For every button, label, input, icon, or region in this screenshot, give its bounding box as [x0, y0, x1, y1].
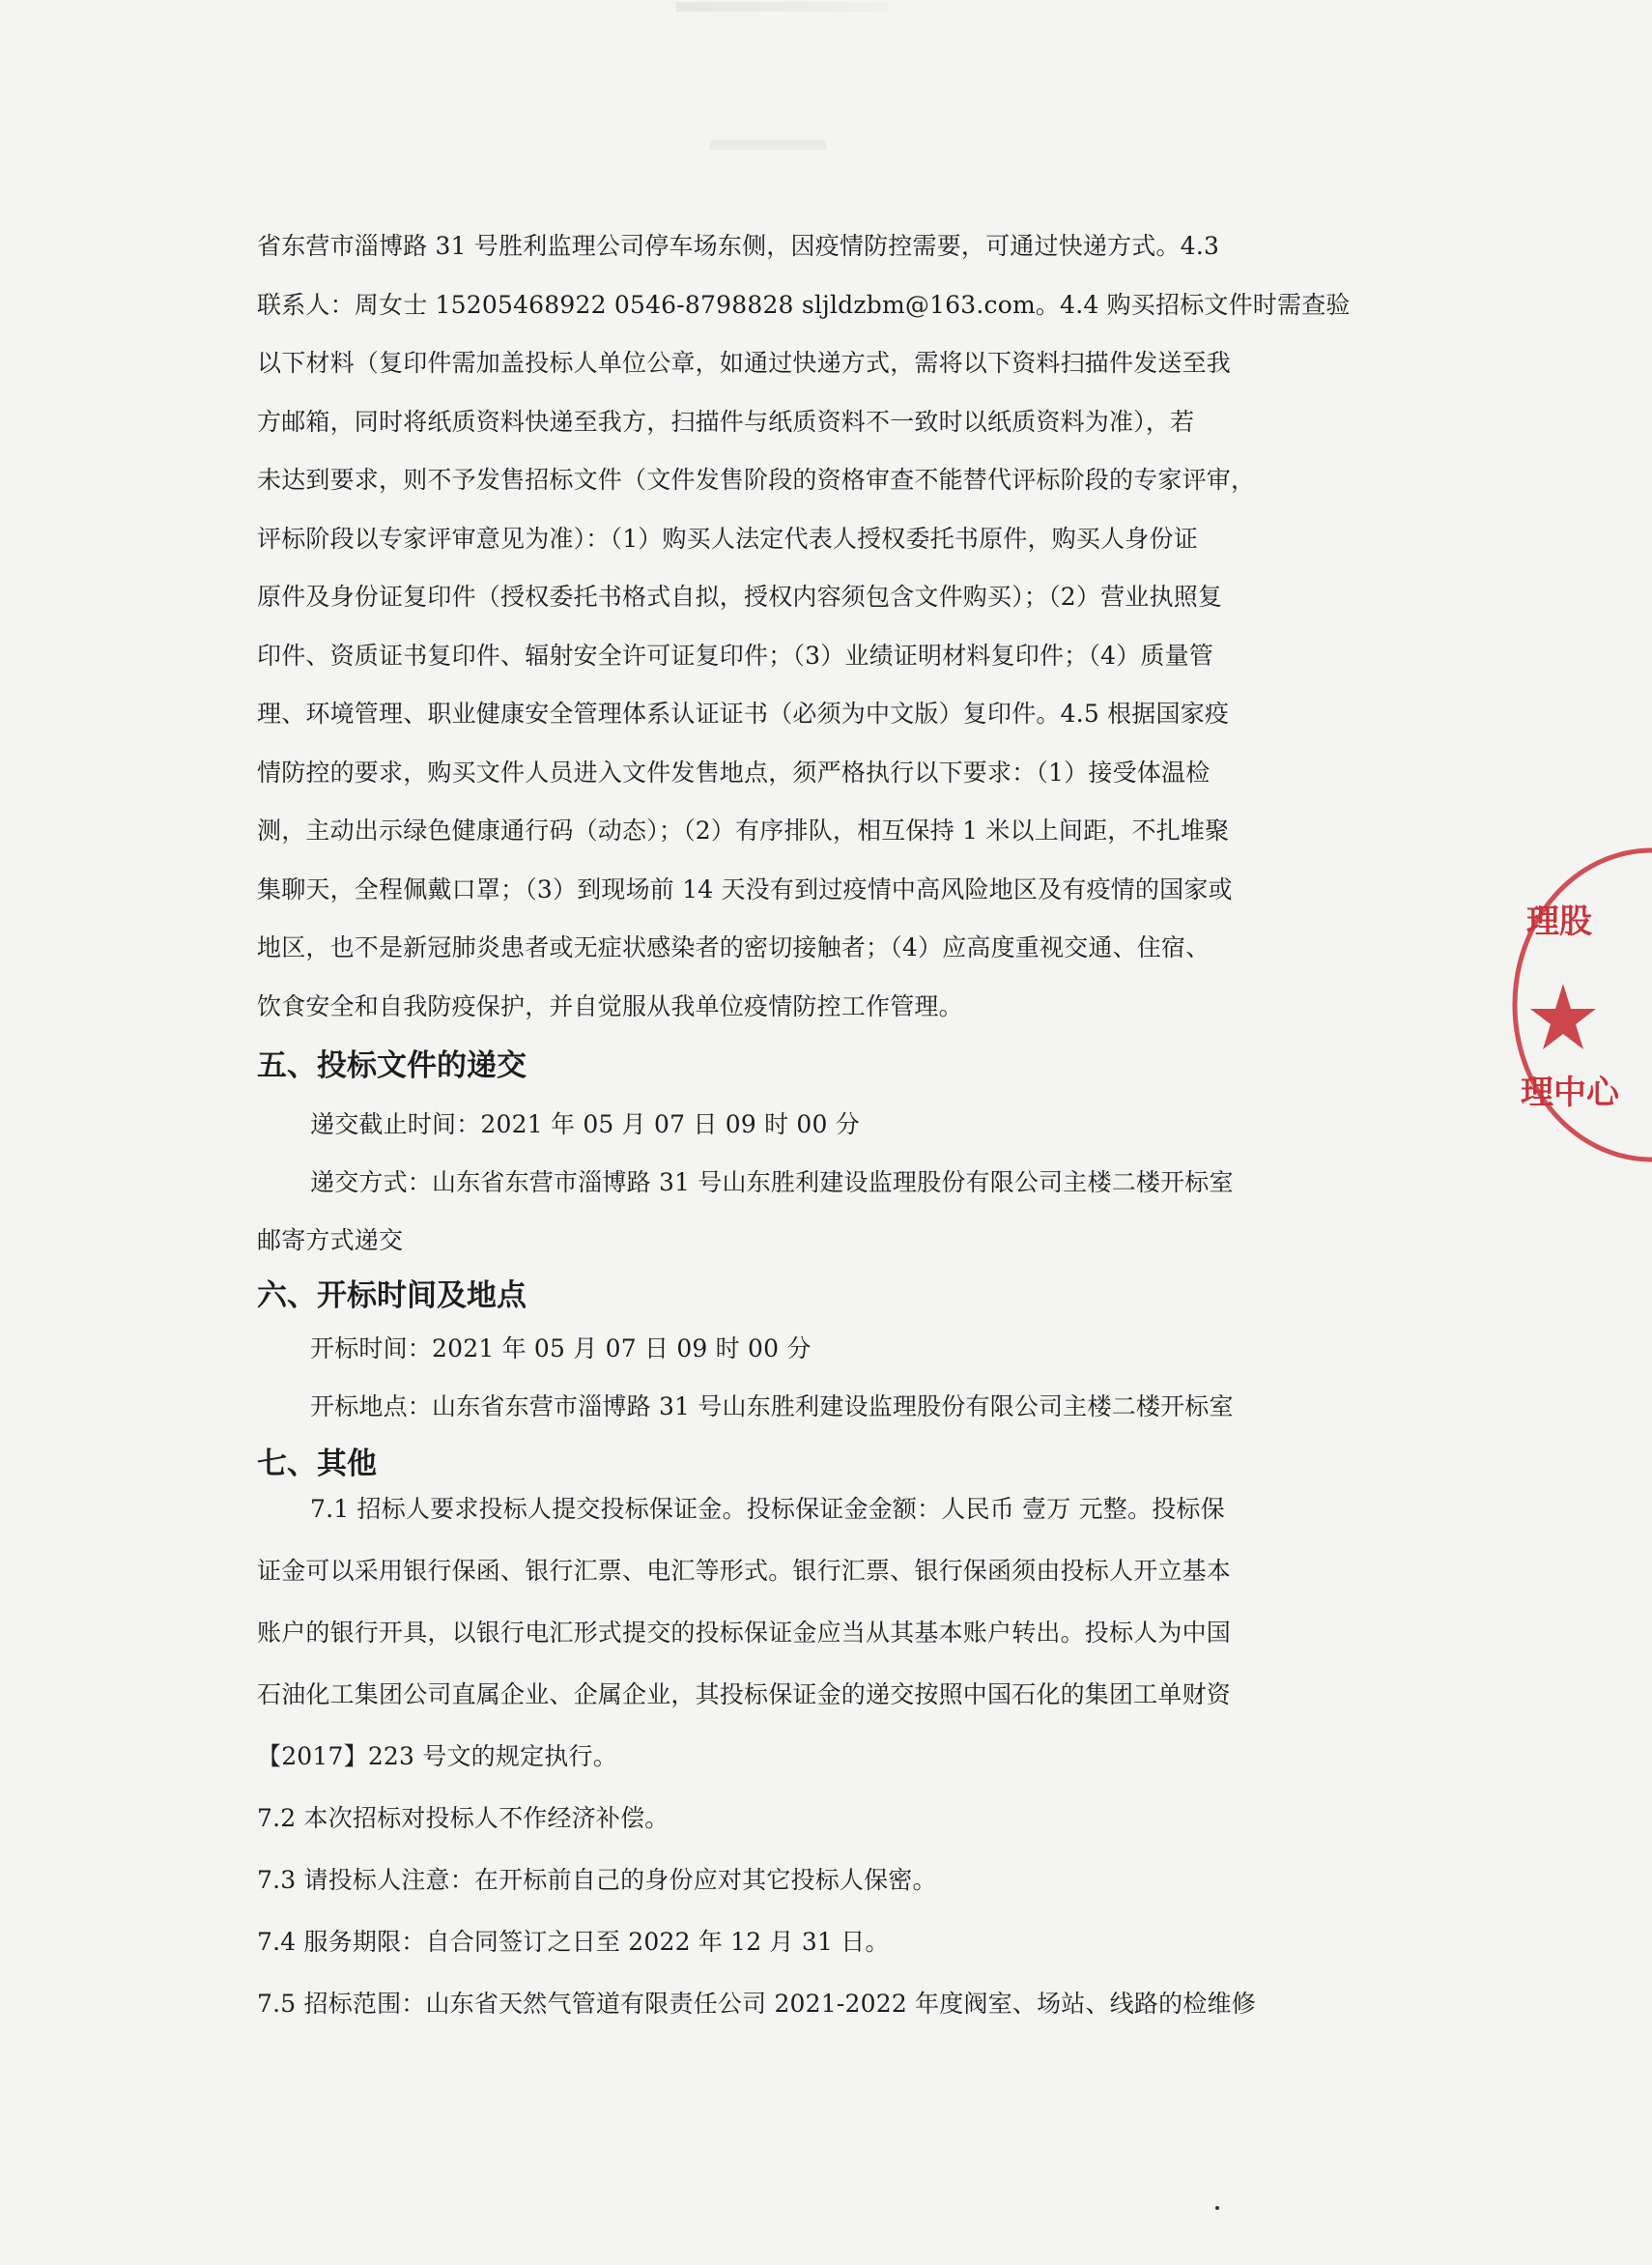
intro-paragraph [257, 232, 1351, 1050]
seal-text-top: 理股 [1526, 903, 1592, 941]
submission-method-cont: 邮寄方式递交 [257, 1226, 404, 1254]
section-5 [257, 1048, 1331, 1284]
scan-artifact-top [676, 2, 889, 12]
scan-dot [1215, 2206, 1219, 2210]
intro-line: 饮食安全和自我防疫保护，并自觉服从我单位疫情防控工作管理。 [257, 991, 963, 1020]
p71-line: 【2017】223 号文的规定执行。 [257, 1742, 617, 1770]
scan-artifact-header [710, 140, 826, 150]
seal-star-icon [1530, 984, 1596, 1049]
intro-line: 测，主动出示绿色健康通行码（动态）；（2）有序排队，相互保持 1 米以上间距，不扎堆聚 [257, 817, 1230, 845]
intro-line: 地区，也不是新冠肺炎患者或无症状感染者的密切接触者；（4）应高度重视交通、住宿、 [257, 933, 1211, 961]
intro-line: 未达到要求，则不予发售招标文件（文件发售阶段的资格审查不能替代评标阶段的专家评审， [257, 466, 1256, 494]
p71-line: 7.1 招标人要求投标人提交投标保证金。投标保证金金额：人民币 壹万 元整。投标保 [310, 1495, 1225, 1523]
section-7 [257, 1447, 1331, 2051]
opening-time: 开标时间：2021 年 05 月 07 日 09 时 00 分 [310, 1334, 812, 1362]
paragraph-7-3: 7.3 请投标人注意：在开标前自己的身份应对其它投标人保密。 [257, 1866, 937, 1894]
intro-line: 理、环境管理、职业健康安全管理体系认证证书（必须为中文版）复印件。4.5 根据国家疫 [257, 700, 1230, 728]
section-5-heading: 五、投标文件的递交 [257, 1048, 527, 1083]
intro-line: 省东营市淄博路 31 号胜利监理公司停车场东侧，因疫情防控需要，可通过快递方式。4.3 [257, 232, 1220, 260]
section-7-heading: 七、其他 [257, 1447, 377, 1481]
paragraph-7-5: 7.5 招标范围：山东省天然气管道有限责任公司 2021-2022 年度阀室、场站、线路的检维修 [257, 1990, 1256, 2018]
section-6 [257, 1278, 1331, 1450]
paragraph-7-4: 7.4 服务期限：自合同签订之日至 2022 年 12 月 31 日。 [257, 1928, 890, 1956]
intro-line: 原件及身份证复印件（授权委托书格式自拟，授权内容须包含文件购买）；（2）营业执照复 [257, 583, 1223, 611]
paragraph-7-2: 7.2 本次招标对投标人不作经济补偿。 [257, 1804, 669, 1832]
document-body [257, 232, 1351, 2051]
company-seal [1507, 841, 1652, 1169]
paragraph-7-1 [257, 1495, 1331, 1804]
p71-line: 证金可以采用银行保函、银行汇票、电汇等形式。银行汇票、银行保函须由投标人开立基本 [257, 1557, 1232, 1585]
intro-line: 印件、资质证书复印件、辐射安全许可证复印件；（3）业绩证明材料复印件；（4）质量管 [257, 641, 1214, 670]
opening-place: 开标地点：山东省东营市淄博路 31 号山东胜利建设监理股份有限公司主楼二楼开标室 [310, 1392, 1234, 1420]
intro-line: 情防控的要求，购买文件人员进入文件发售地点，须严格执行以下要求：（1）接受体温检 [257, 758, 1211, 787]
intro-line: 联系人：周女士 15205468922 0546-8798828 sljldzbm@163.com。4.4 购买招标文件时需查验 [257, 290, 1351, 319]
p71-line: 石油化工集团公司直属企业、企属企业，其投标保证金的递交按照中国石化的集团工单财资 [257, 1680, 1232, 1708]
intro-line: 以下材料（复印件需加盖投标人单位公章，如通过快递方式，需将以下资料扫描件发送至我 [257, 349, 1232, 377]
submission-method: 递交方式：山东省东营市淄博路 31 号山东胜利建设监理股份有限公司主楼二楼开标室 [310, 1168, 1234, 1196]
p71-line: 账户的银行开具，以银行电汇形式提交的投标保证金应当从其基本账户转出。投标人为中国 [257, 1619, 1232, 1647]
intro-line: 评标阶段以专家评审意见为准）：（1）购买人法定代表人授权委托书原件，购买人身份证 [257, 524, 1198, 553]
submission-deadline: 递交截止时间：2021 年 05 月 07 日 09 时 00 分 [310, 1110, 860, 1138]
seal-text-bottom: 理中心 [1521, 1074, 1619, 1112]
intro-line: 集聊天，全程佩戴口罩；（3）到现场前 14 天没有到过疫情中高风险地区及有疫情的国家或 [257, 874, 1233, 903]
intro-line: 方邮箱，同时将纸质资料快递至我方，扫描件与纸质资料不一致时以纸质资料为准），若 [257, 407, 1195, 436]
section-6-heading: 六、开标时间及地点 [257, 1278, 527, 1313]
